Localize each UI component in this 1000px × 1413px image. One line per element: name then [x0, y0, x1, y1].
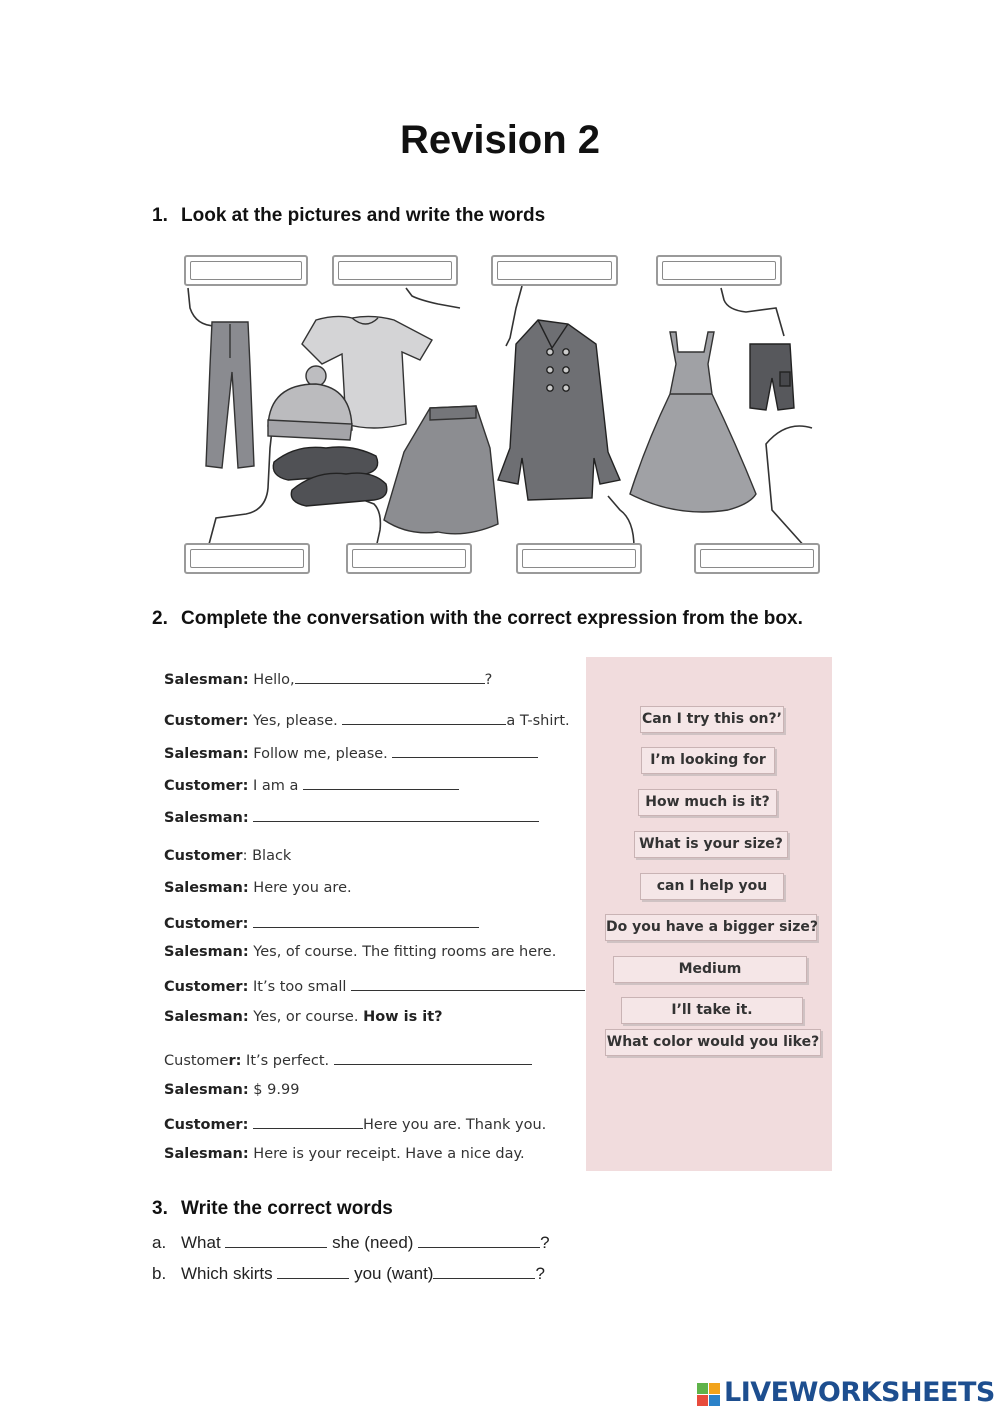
blank-6[interactable] — [253, 913, 479, 928]
shoes-image — [273, 447, 387, 506]
answer-box-8[interactable] — [694, 543, 820, 574]
expression-chip-8[interactable]: I’ll take it. — [621, 997, 803, 1024]
clothes-illustration — [176, 248, 826, 583]
question-1-heading: 1. Look at the pictures and write the words — [152, 205, 546, 226]
expression-chip-5[interactable]: can I help you — [640, 873, 784, 900]
question-2-heading: 2. Complete the conversation with the correct expression from the box. — [152, 608, 803, 629]
blank-4[interactable] — [303, 775, 459, 790]
conversation-line-1: Salesman: Hello, ? — [164, 669, 492, 688]
blank-3a-2[interactable] — [418, 1233, 540, 1248]
conversation-line-10: Customer: It’s too small — [164, 976, 585, 995]
blank-8[interactable] — [334, 1050, 532, 1065]
expression-chip-4[interactable]: What is your size? — [634, 831, 788, 858]
expression-chip-1[interactable]: Can I try this on?’ — [640, 706, 784, 733]
coat-image — [498, 320, 620, 500]
expression-chip-7[interactable]: Medium — [613, 956, 807, 983]
answer-box-2[interactable] — [332, 255, 458, 286]
shorts-image — [750, 344, 794, 410]
answer-box-7[interactable] — [516, 543, 642, 574]
blank-3b-1[interactable] — [277, 1264, 349, 1279]
conversation-line-13: Salesman: $ 9.99 — [164, 1082, 300, 1098]
answer-box-1[interactable] — [184, 255, 308, 286]
blank-7[interactable] — [351, 976, 585, 991]
conversation-line-12: Customer: It’s perfect. — [164, 1050, 532, 1069]
blank-3[interactable] — [392, 743, 538, 758]
answer-box-3[interactable] — [491, 255, 618, 286]
expression-chip-2[interactable]: I’m looking for — [641, 747, 775, 774]
exercise-3-item-a: a. What she (need) ? — [152, 1233, 550, 1252]
conversation-line-4: Customer: I am a — [164, 775, 459, 794]
liveworksheets-logo-icon — [697, 1380, 721, 1410]
blank-9[interactable] — [253, 1114, 363, 1129]
brand-name: LIVEWORKSHEETS — [724, 1377, 995, 1408]
blank-3a-1[interactable] — [225, 1233, 327, 1248]
expression-chip-9[interactable]: What color would you like? — [605, 1029, 821, 1056]
answer-box-4[interactable] — [656, 255, 782, 286]
conversation-line-11: Salesman: Yes, or course. How is it? — [164, 1009, 443, 1025]
dress-image — [630, 332, 756, 512]
conversation-line-8: Customer: — [164, 913, 479, 932]
pants-image — [206, 322, 254, 468]
conversation-line-9: Salesman: Yes, of course. The fitting rooms are here. — [164, 944, 557, 960]
conversation-line-2: Customer: Yes, please. a T-shirt. — [164, 710, 570, 729]
blank-5[interactable] — [253, 807, 539, 822]
conversation-line-5: Salesman: — [164, 807, 539, 826]
answer-box-6[interactable] — [346, 543, 472, 574]
conversation-line-14: Customer: Here you are. Thank you. — [164, 1114, 546, 1133]
conversation-line-7: Salesman: Here you are. — [164, 880, 352, 896]
conversation-line-15: Salesman: Here is your receipt. Have a nice day. — [164, 1146, 525, 1162]
answer-box-5[interactable] — [184, 543, 310, 574]
blank-3b-2[interactable] — [433, 1264, 535, 1279]
page-title: Revision 2 — [399, 118, 601, 162]
beanie-hat-image — [268, 366, 352, 440]
conversation-line-6: Customer: Black — [164, 848, 292, 864]
question-3-heading: 3. Write the correct words — [152, 1198, 393, 1219]
blank-2[interactable] — [342, 710, 506, 725]
expression-chip-6[interactable]: Do you have a bigger size? — [605, 914, 817, 941]
exercise-3-item-b: b. Which skirts you (want) ? — [152, 1264, 545, 1283]
blank-1[interactable] — [295, 669, 485, 684]
expression-chip-3[interactable]: How much is it? — [638, 789, 777, 816]
conversation-line-3: Salesman: Follow me, please. — [164, 743, 538, 762]
